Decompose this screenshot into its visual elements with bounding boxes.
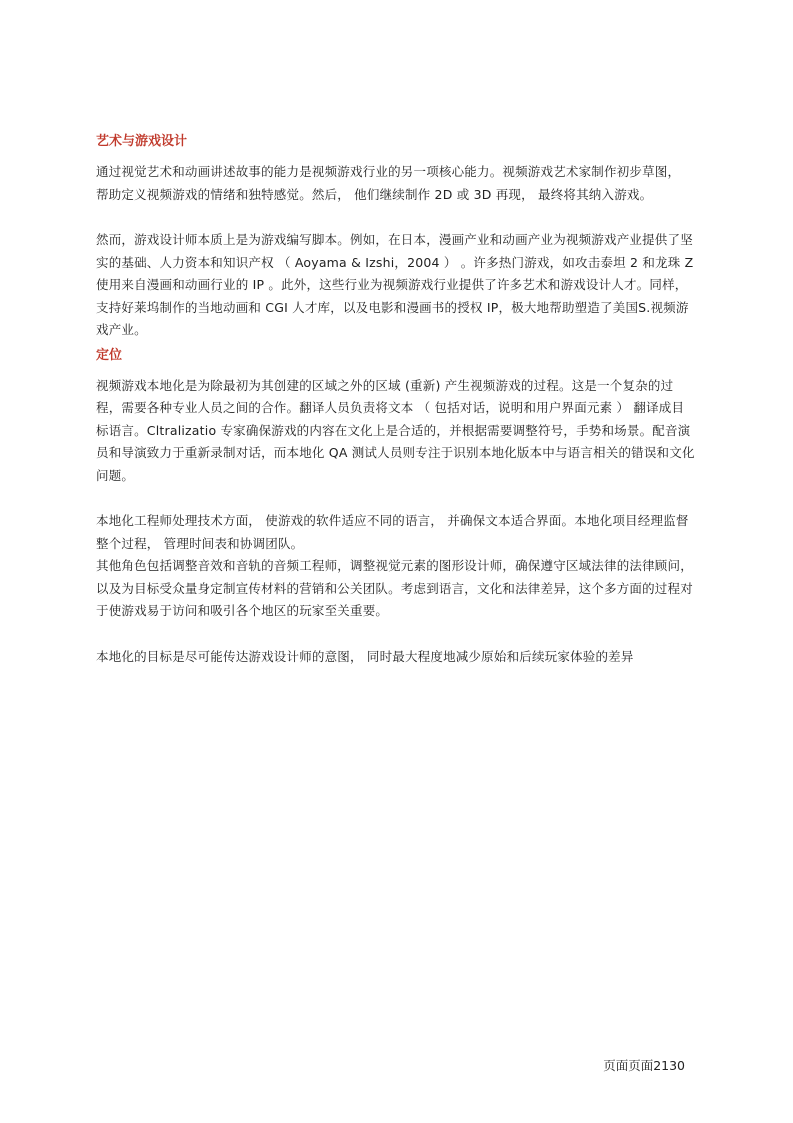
- paragraph-localization-overview: 视频游戏本地化是为除最初为其创建的区域之外的区域 (重新) 产生视频游戏的过程。这是一个复杂的过程，需要各种专业人员之间的合作。翻译人员负责将文本 （ 包括对话，说明和用户界面元素 ） 翻译成目标语言。Cltralizatio 专家确保游戏的内容在文化上是合适的，并根据需要调整符号，手势和场景。配音演员和导演致力于重新录制对话，而本地化 QA 测试人员则专注于识别本地化版本中与语言相关的错误和文化问题。: [96, 377, 695, 483]
- paragraph-localization-engineer: 本地化工程师处理技术方面， 使游戏的软件适应不同的语言， 并确保文本适合界面。本地化项目经理监督整个过程， 管理时间表和协调团队。: [96, 513, 689, 551]
- page-number: 页面页面2130: [603, 1058, 685, 1073]
- document-body: [96, 132, 696, 668]
- section-heading-localization: 定位: [96, 347, 123, 363]
- paragraph-spacer: [96, 206, 696, 229]
- paragraph-game-designer: 然而，游戏设计师本质上是为游戏编写脚本。例如，在日本，漫画产业和动画产业为视频游戏产业提供了坚实的基础、人力资本和知识产权 （ Aoyama & Izshi，2004 ） 。许多热门游戏，如攻击泰坦 2 和龙珠 Z 使用来自漫画和动画行业的 IP 。此外，这些行业为视频游戏行业提供了许多艺术和游戏设计人才。同样，支持好莱坞制作的当地动画和 CGI 人才库，以及电影和漫画书的授权 IP，极大地帮助塑造了美国S.视频游戏产业。: [96, 232, 694, 337]
- paragraph-spacer: [96, 487, 696, 510]
- section-heading-art-game-design: 艺术与游戏设计: [96, 134, 188, 149]
- paragraph-localization-goal: 本地化的目标是尽可能传达游戏设计师的意图， 同时最大程度地减少原始和后续玩家体验的差异: [96, 648, 634, 664]
- paragraph-visual-art: 通过视觉艺术和动画讲述故事的能力是视频游戏行业的另一项核心能力。视频游戏艺术家制作初步草图， 帮助定义视频游戏的情绪和独特感觉。然后， 他们继续制作 2D 或 3D 再现， 最终将其纳入游戏。: [96, 164, 681, 202]
- paragraph-other-roles: 其他角色包括调整音效和音轨的音频工程师，调整视觉元素的图形设计师，确保遵守区域法律的法律顾问，以及为目标受众量身定制宣传材料的营销和公关团队。考虑到语言，文化和法律差异，这个多方面的过程对于使游戏易于访问和吸引各个地区的玩家至关重要。: [96, 558, 693, 618]
- paragraph-spacer: [96, 623, 696, 646]
